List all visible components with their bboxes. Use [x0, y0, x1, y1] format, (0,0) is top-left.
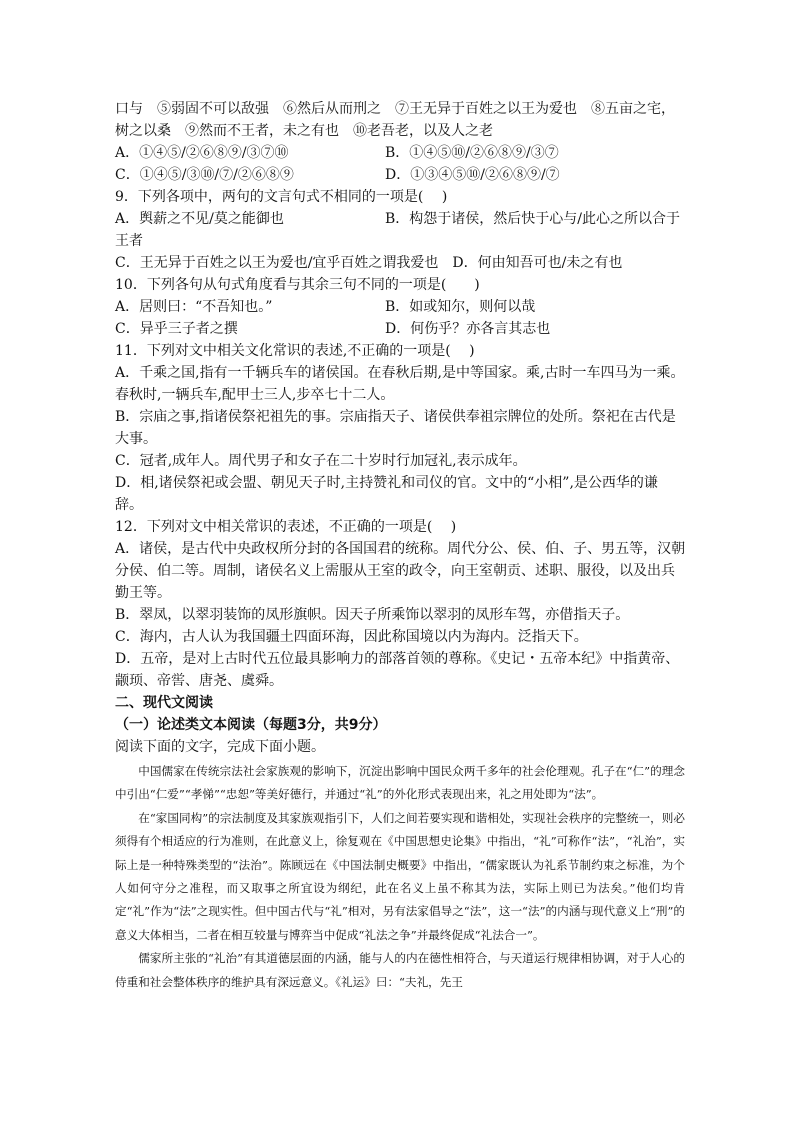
section-2-instruction: 阅读下面的文字，完成下面小题。	[115, 739, 325, 755]
q9-stem: 9．下列各项中，两句的文言句式不相同的一项是( )	[115, 189, 448, 205]
q12-option-a-continued-2: 勤王等。	[115, 585, 171, 601]
question-10	[115, 274, 685, 340]
q9-option-b[interactable]: B．构怨于诸侯，然后快于心与/此心之所以合于	[385, 211, 681, 227]
q11-option-c[interactable]: C．冠者,成年人。周代男子和女子在二十岁时行加冠礼,表示成年。	[115, 453, 527, 469]
q8-option-b[interactable]: B．①④⑤⑩/②⑥⑧⑨/③⑦	[385, 145, 559, 161]
section-2-title: 二、现代文阅读	[115, 695, 213, 711]
passage-paragraph-1: 中国儒家在传统宗法社会家族观的影响下，沉淀出影响中国民众两千多年的社会伦理观。孔子在“仁”的理念中引出“仁爱”“孝悌”“忠恕”等美好德行，并通过“礼”的外化形式表现出来，礼之用处即为“法”。	[115, 764, 685, 802]
question-12	[115, 516, 685, 692]
q12-option-d-continued: 颛顼、帝喾、唐尧、虞舜。	[115, 673, 283, 689]
q8-options-row-2	[115, 164, 685, 186]
q8-option-a[interactable]: A．①④⑤/②⑥⑧⑨/③⑦⑩	[115, 145, 289, 161]
q12-option-a-continued: 分侯、伯二等。周制，诸侯名义上需服从王室的政令，向王室朝贡、述职、服役，以及出兵	[115, 563, 675, 579]
q12-stem: 12．下列对文中相关常识的表述，不正确的一项是( )	[115, 519, 457, 535]
q12-option-d[interactable]: D．五帝，是对上古时代五位最具影响力的部落首领的尊称。《史记・五帝本纪》中指黄帝、	[115, 651, 680, 667]
q10-option-c[interactable]: C．异乎三子者之撰	[115, 321, 238, 337]
q10-option-b[interactable]: B．如或知尔，则何以哉	[385, 299, 536, 315]
q11-option-b[interactable]: B．宗庙之事,指诸侯祭祀祖先的事。宗庙指天子、诸侯供奉祖宗牌位的处所。祭祀在古代是	[115, 409, 676, 425]
question-8-continued	[115, 98, 685, 186]
passage-paragraph-3: 儒家所主张的“礼治”有其道德层面的内涵，能与人的内在德性相符合，与天道运行规律相协调，对于人心的侍重和社会整体秩序的维护具有深远意义。《礼运》曰：“夫礼，先王	[115, 951, 685, 989]
q11-stem: 11．下列对文中相关文化常识的表述,不正确的一项是( )	[115, 343, 475, 359]
q9-options-c-d[interactable]: C．王无异于百姓之以王为爱也/宜乎百姓之谓我爱也 D．何由知吾可也/未之有也	[115, 255, 623, 271]
q12-option-b[interactable]: B．翠凤，以翠羽装饰的凤形旗帜。因天子所乘饰以翠羽的凤形车驾，亦借指天子。	[115, 607, 630, 623]
q11-option-d[interactable]: D．相,诸侯祭祀或会盟、朝见天子时,主持赞礼和司仪的官。文中的“小相”,是公西华的谦	[115, 475, 658, 491]
q10-options-row-2	[115, 318, 685, 340]
q9-options-row-1	[115, 208, 685, 230]
q8-line-1: 口与 ⑤弱固不可以敌强 ⑥然后从而刑之 ⑦王无异于百姓之以王为爱也 ⑧五亩之宅，	[115, 101, 675, 117]
question-11	[115, 340, 685, 516]
q8-options-row-1	[115, 142, 685, 164]
q11-option-b-continued: 大事。	[115, 431, 157, 447]
q12-option-a[interactable]: A．诸侯，是古代中央政权所分封的各国国君的统称。周代分公、侯、伯、子、男五等，汉朝	[115, 541, 686, 557]
q10-stem: 10．下列各句从句式角度看与其余三句不同的一项是( )	[115, 277, 480, 293]
passage-paragraph-2: 在“家国同构”的宗法制度及其家族观指引下，人们之间若要实现和谐相处，实现社会秩序的完整统一，则必须得有个相适应的行为准则，在此意义上，徐复观在《中国思想史论集》中指出，“礼”可称作“法”，“礼治”，实际上是一种特殊类型的“法治”。陈顾远在《中国法制史概要》中指出，“儒家既认为礼系节制约束之标准，为个人如何守分之准程，而又取事之所宜设为纲纪，此在名义上虽不称其为法，实际上则已为法矣。”他们均肯定“礼”作为“法”之现实性。但中国古代与“礼”相对，另有法家倡导之“法”，这一“法”的内涵与现代意义上“刑”的意义大体相当，二者在相互较量与博弈当中促成“礼法之争”并最终促成“礼法合一”。	[115, 810, 685, 942]
q8-line-2: 树之以桑 ⑨然而不王者，未之有也 ⑩老吾老，以及人之老	[115, 123, 493, 139]
exam-page	[115, 98, 685, 994]
section-2	[115, 692, 685, 758]
section-2-subtitle: （一）论述类文本阅读（每题3分，共9分）	[115, 717, 387, 733]
q11-option-d-continued: 辞。	[115, 497, 143, 513]
q10-option-a[interactable]: A．居则曰：“不吾知也。”	[115, 299, 273, 315]
q10-options-row-1	[115, 296, 685, 318]
q11-option-a[interactable]: A．千乘之国,指有一千辆兵车的诸侯国。在春秋后期,是中等国家。乘,古时一车四马为一乘。	[115, 365, 685, 381]
q12-option-c[interactable]: C．海内，古人认为我国疆土四面环海，因此称国境以内为海内。泛指天下。	[115, 629, 588, 645]
q9-option-b-continued: 王者	[115, 233, 143, 249]
q8-option-c[interactable]: C．①④⑤/③⑩/⑦/②⑥⑧⑨	[115, 167, 294, 183]
q9-option-a[interactable]: A．舆薪之不见/莫之能御也	[115, 211, 284, 227]
reading-passage	[115, 760, 685, 994]
q10-option-d[interactable]: D．何伤乎？亦各言其志也	[385, 321, 551, 337]
q11-option-a-continued: 春秋时,一辆兵车,配甲士三人,步卒七十二人。	[115, 387, 395, 403]
question-9	[115, 186, 685, 274]
q8-option-d[interactable]: D．①③④⑤⑩/②⑥⑧⑨/⑦	[385, 167, 560, 183]
